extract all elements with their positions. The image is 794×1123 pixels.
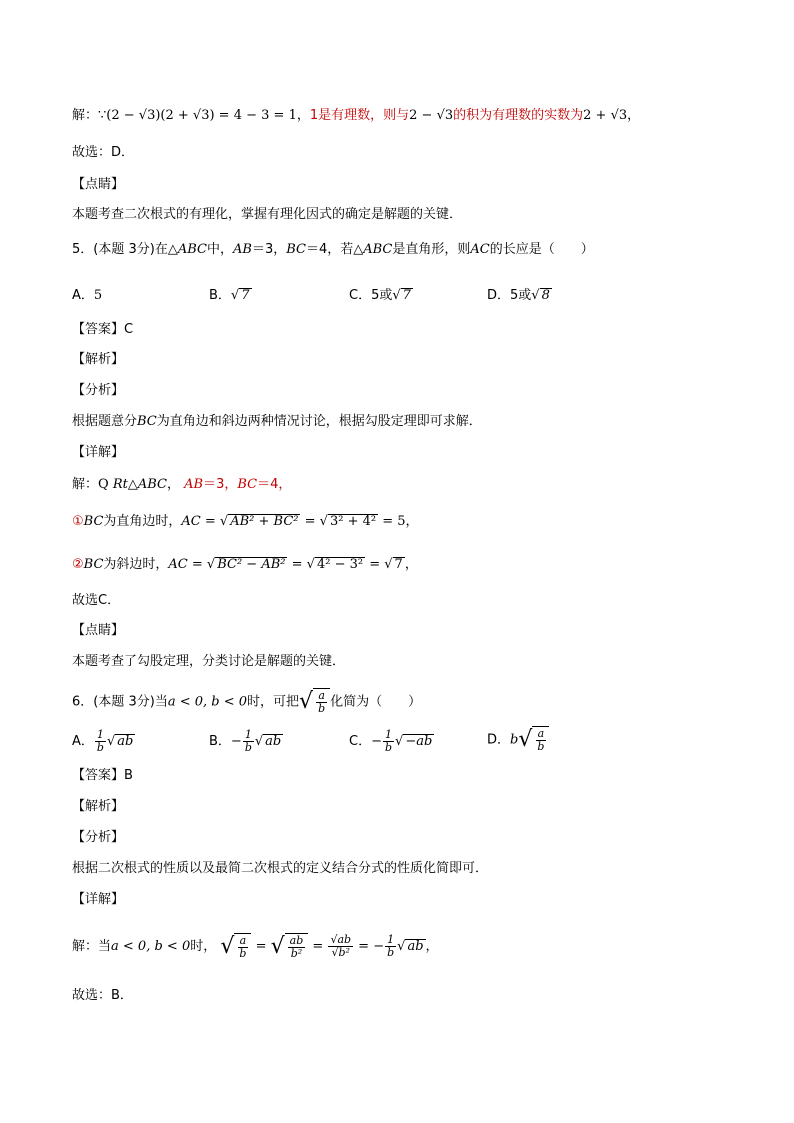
q6-choose: 故选：B． [72, 988, 133, 1003]
sqrt-expr: √ 7 [392, 288, 411, 303]
q5-stem-mid2: 是直角形，则 [392, 242, 471, 257]
q5-choose: 故选C． [72, 593, 121, 608]
sqrt-expr: √ ab [254, 734, 282, 749]
option-label: B． [209, 288, 231, 303]
q4-comma2: ， [627, 108, 641, 123]
therefore-symbol: Q [98, 477, 109, 492]
q4-expr3: 2 + √3 [583, 108, 628, 123]
q4-dianjing-label: 【点睛】 [72, 177, 125, 192]
sqrt-expr: √ $\frac{a}{b}$ [518, 726, 549, 754]
q5-option-d: D．5或√ 8 [487, 288, 550, 303]
option-value: 5 [93, 288, 103, 303]
q5-stem-mid: 中， [206, 242, 233, 257]
q4-dianjing-text: 本题考查二次根式的有理化，掌握有理化因式的确定是解题的关键． [72, 207, 463, 222]
sqrt-expr: √ 7 [230, 288, 250, 303]
q5-sol-line: 解：Q Rt△ABC， AB＝3，BC＝4， [72, 477, 292, 492]
q5-stem-prefix: 5．(本题 3分)在 [72, 242, 168, 257]
sqrt-expr: √ $\frac{ab}{\text{b²}}$ [271, 933, 309, 961]
q5-fenxi-label: 【分析】 [72, 383, 125, 398]
q4-product-expr: (2 − √3)(2 + √3) = 4 − 3 = 1 [106, 108, 297, 123]
option-label: C． [349, 288, 372, 303]
q4-choose: 故选：D． [72, 145, 135, 160]
q5-option-c: C．5或√ 7 [349, 288, 411, 303]
option-label: A． [72, 288, 94, 303]
q5-jiexi-label: 【解析】 [72, 352, 125, 367]
q5-option-b [209, 284, 252, 303]
option-label: A． [72, 734, 94, 749]
q6-stem: 6．(本题 3分)当a < 0, b < 0时，可把 √ $\frac{a}{b}$ 化简为（ ） [72, 689, 422, 715]
sqrt-expr: √ AB² + BC² [219, 514, 299, 529]
q4-sol-prefix: 解： [72, 108, 99, 123]
q6-fenxi-text: 根据二次根式的性质以及最简二次根式的定义结合分式的性质化简即可． [72, 861, 489, 876]
circle-number-2: ② [72, 557, 84, 572]
sqrt-expr: √ 8 [531, 288, 550, 303]
q5-dianjing-text: 本题考查了勾股定理，分类讨论是解题的关键． [72, 654, 346, 669]
sqrt-expr: √ $\frac{a}{b}$ [299, 688, 330, 716]
option-label: D． [487, 288, 511, 303]
q5-triangle: △ABC [167, 242, 207, 257]
q5-ac: AC [470, 242, 490, 257]
option-label: D． [487, 732, 511, 748]
q5-dianjing-label: 【点睛】 [72, 623, 125, 638]
sqrt-expr: √ −ab [395, 734, 433, 749]
option-label: C． [349, 734, 372, 749]
q4-comma: ， [296, 108, 310, 123]
q5-triangle2: △ABC [353, 242, 393, 257]
q4-expr2: 2 − √3 [409, 108, 454, 123]
q6-option-a: A． $\frac{1}{b}$ √ ab [72, 728, 134, 754]
fraction: $\frac{1}{b}$ [387, 933, 395, 959]
q6-option-b: B．− $\frac{1}{b}$ √ ab [209, 728, 282, 754]
q6-option-d: D．b √ $\frac{a}{b}$ [487, 726, 549, 754]
sqrt-expr: √ ab [397, 939, 424, 954]
q5-eq3: ＝3， [251, 242, 287, 257]
q5-case2: ②BC为斜边时，AC = √ BC² − AB² = √ 4² − 3² = √ 7 ， [72, 555, 418, 575]
q4-red-text: 1是有理数，则与 [309, 108, 410, 123]
q6-option-c: C．− $\frac{1}{b}$ √ −ab [349, 728, 433, 754]
q5-stem-tail: 的长应是（ ） [489, 242, 594, 257]
sqrt-expr: √ ab [106, 734, 134, 749]
q5-eq4: ＝4，若 [305, 242, 354, 257]
q5-ab: AB [232, 242, 252, 257]
q5-option-a [72, 284, 102, 303]
q4-red-text2: 的积为有理数的实数为 [453, 108, 584, 123]
q4-solution-line [72, 106, 640, 126]
q5-xiangjie-label: 【详解】 [72, 445, 125, 460]
sqrt-expr: √ 4² − 3² [306, 557, 364, 572]
sqrt-expr: √ $\frac{a}{b}$ [220, 933, 251, 961]
sqrt-expr: √ 7 [384, 557, 403, 572]
circle-number-1: ① [72, 514, 84, 529]
q5-stem [72, 240, 594, 260]
sqrt-expr: √ BC² − AB² [206, 557, 286, 572]
option-label: B． [209, 734, 231, 749]
sqrt-expr: √ 3² + 4² [319, 514, 377, 529]
because-symbol: ∵ [98, 108, 107, 123]
q6-fenxi-label: 【分析】 [72, 830, 125, 845]
fraction: $\frac{√ab}{\text{√b²}}$ [330, 933, 352, 959]
q6-jiexi-label: 【解析】 [72, 799, 125, 814]
q6-xiangjie-label: 【详解】 [72, 892, 125, 907]
q6-answer: 【答案】B [72, 768, 133, 783]
q5-case1: ①BC为直角边时，AC = √ AB² + BC² = √ 3² + 4² = 5， [72, 512, 419, 532]
q6-sol-line: 解：当a < 0, b < 0时， √ $\frac{a}{b}$ = √ $\frac{ab}{\text{b²}}$ = $\frac{√ab}{\text{√b²}}$ = − $\frac{1}{b}$ √ ab ， [72, 932, 439, 962]
q5-answer: 【答案】C [72, 322, 134, 337]
q5-fenxi-text: 根据题意分BC为直角边和斜边两种情况讨论，根据勾股定理即可求解． [72, 414, 482, 429]
q5-bc: BC [286, 242, 306, 257]
